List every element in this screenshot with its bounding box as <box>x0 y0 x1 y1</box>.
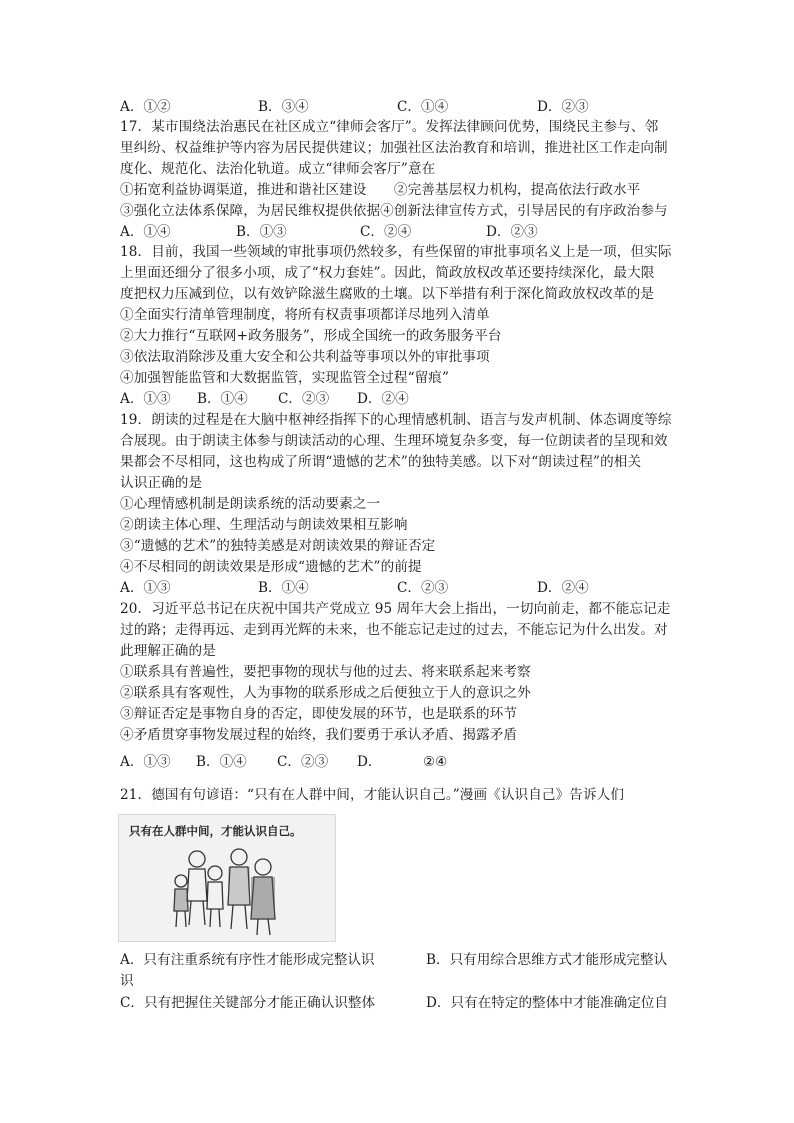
q19-stem-line-1: 19．朗读的过程是在大脑中枢神经指挥下的心理情感机制、语言与发声机制、体态调度等综 <box>120 412 672 428</box>
q16-option-b: B．③④ <box>258 99 309 115</box>
q20-option-b: B．①④ <box>196 754 247 770</box>
q19-item-3: ③“遗憾的艺术”的独特美感是对朗读效果的辩证否定 <box>120 538 436 554</box>
q16-option-d: D．②③ <box>537 99 589 115</box>
q19-stem-line-2: 合展现。由于朗读主体参与朗读活动的心理、生理环境复杂多变，每一位朗读者的呈现和效 <box>120 433 668 449</box>
q17-stem-line-3: 度化、规范化、法治化轨道。成立“律师会客厅”意在 <box>120 161 436 177</box>
q17-option-d: D．②③ <box>486 224 538 240</box>
q21-option-b-wrap: 识 <box>120 973 134 989</box>
q19-option-b: B．①④ <box>258 580 309 596</box>
q19-option-d: D．②④ <box>537 580 589 596</box>
q20-item-3: ③辩证否定是事物自身的否定，即使发展的环节，也是联系的环节 <box>120 706 518 722</box>
q21-option-a: A．只有注重系统有序性才能形成完整认识 <box>120 952 375 968</box>
cartoon-image <box>118 814 336 942</box>
q19-stem-line-3: 果都会不尽相同，这也构成了所谓“遗憾的艺术”的独特美感。以下对“朗读过程”的相关 <box>120 454 642 470</box>
q18-option-c: C．②③ <box>278 391 330 407</box>
q21-option-d: D．只有在特定的整体中才能准确定位自 <box>426 995 668 1011</box>
q21-option-b: B．只有用综合思维方式才能形成完整认 <box>426 952 668 968</box>
q19-item-1: ①心理情感机制是朗读系统的活动要素之一 <box>120 496 381 512</box>
cartoon-people-drawing <box>119 815 335 941</box>
q17-item-line-2: ③强化立法体系保障，为居民维权提供依据④创新法律宣传方式，引导居民的有序政治参与 <box>120 203 668 219</box>
q19-item-2: ②朗读主体心理、生理活动与朗读效果相互影响 <box>120 517 408 533</box>
q21-stem: 21．德国有句谚语：“只有在人群中间，才能认识自己。”漫画《认识自己》告诉人们 <box>120 787 625 803</box>
q20-option-d-label: D． <box>357 754 382 770</box>
q18-stem-line-3: 度把权力压减到位，以有效铲除滋生腐败的土壤。以下举措有利于深化简政放权改革的是 <box>120 286 655 302</box>
q20-option-c: C．②③ <box>277 754 329 770</box>
q20-item-2: ②联系具有客观性，人为事物的联系形成之后便独立于人的意识之外 <box>120 685 531 701</box>
q20-option-d-value: ②④ <box>423 754 448 770</box>
q20-option-a: A．①③ <box>120 754 171 770</box>
q19-option-c: C．②③ <box>397 580 449 596</box>
q18-item-1: ①全面实行清单管理制度，将所有权责事项都详尽地列入清单 <box>120 307 490 323</box>
q16-option-a: A．①② <box>120 99 171 115</box>
q16-option-c: C．①④ <box>397 99 449 115</box>
q20-item-1: ①联系具有普遍性，要把事物的现状与他的过去、将来联系起来考察 <box>120 664 531 680</box>
q18-item-3: ③依法取消除涉及重大安全和公共利益等事项以外的审批事项 <box>120 349 490 365</box>
q18-option-a: A．①③ <box>120 391 171 407</box>
q19-stem-line-4: 认识正确的是 <box>120 475 203 491</box>
q18-stem-line-1: 18．目前，我国一些领域的审批事项仍然较多，有些保留的审批事项名义上是一项，但实际 <box>120 244 672 260</box>
q18-stem-line-2: 上里面还细分了很多小项，成了“权力套娃”。因此，简政放权改革还要持续深化，最大限 <box>120 265 655 281</box>
q18-option-d: D．②④ <box>357 391 409 407</box>
q20-stem-line-1: 20．习近平总书记在庆祝中国共产党成立 95 周年大会上指出，一切向前走，都不能忘记走 <box>120 601 671 617</box>
q20-stem-line-3: 此理解正确的是 <box>120 643 216 659</box>
q18-item-2: ②大力推行“互联网+政务服务”，形成全国统一的政务服务平台 <box>120 328 502 344</box>
q17-item-line-1: ①拓宽利益协调渠道，推进和谐社区建设 ②完善基层权力机构，提高依法行政水平 <box>120 182 641 198</box>
q17-option-a: A．①④ <box>120 224 171 240</box>
q18-option-b: B．①④ <box>197 391 248 407</box>
q17-option-b: B．①③ <box>236 224 287 240</box>
q18-item-4: ④加强智能监管和大数据监管，实现监管全过程“留痕” <box>120 370 450 386</box>
q17-stem-line-1: 17．某市围绕法治惠民在社区成立“律师会客厅”。发挥法律顾问优势，围绕民主参与、邻 <box>120 119 659 135</box>
q19-item-4: ④不尽相同的朗读效果是形成“遗憾的艺术”的前提 <box>120 559 422 575</box>
q20-item-4: ④矛盾贯穿事物发展过程的始终，我们要勇于承认矛盾、揭露矛盾 <box>120 727 518 743</box>
q17-option-c: C．②④ <box>360 224 412 240</box>
q17-stem-line-2: 里纠纷、权益维护等内容为居民提供建议；加强社区法治教育和培训，推进社区工作走向制 <box>120 140 668 156</box>
cartoon-caption: 只有在人群中间，才能认识自己。 <box>129 824 302 838</box>
q21-option-c: C．只有把握住关键部分才能正确认识整体 <box>120 995 376 1011</box>
q20-stem-line-2: 过的路；走得再远、走到再光辉的未来，也不能忘记走过的过去，不能忘记为什么出发。对 <box>120 622 668 638</box>
q19-option-a: A．①③ <box>120 580 171 596</box>
